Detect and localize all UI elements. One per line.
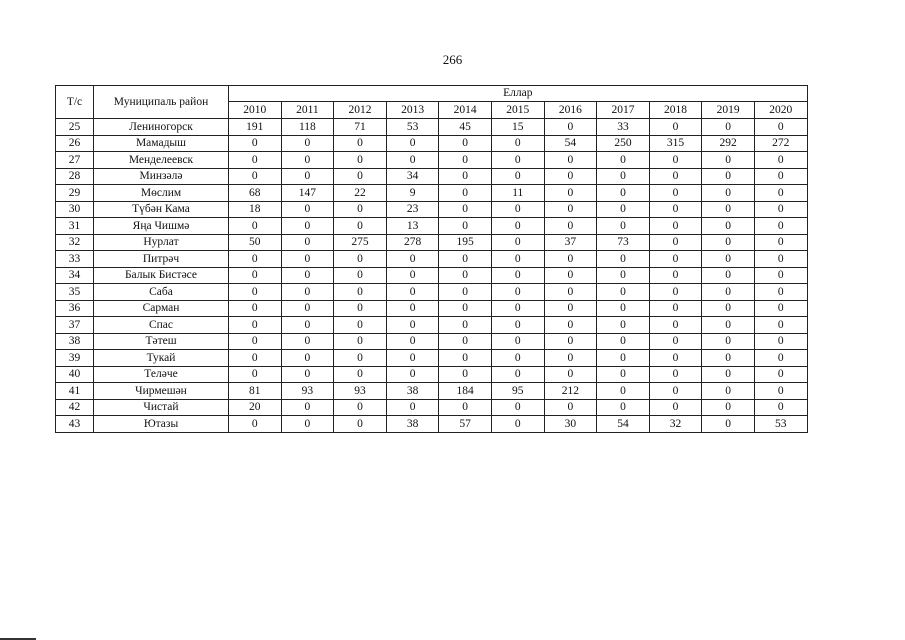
value-cell: 0 bbox=[491, 201, 544, 218]
district-name: Чирмешән bbox=[94, 383, 229, 400]
value-cell: 81 bbox=[229, 383, 282, 400]
table-row bbox=[56, 234, 808, 251]
value-cell: 0 bbox=[229, 168, 282, 185]
value-cell: 0 bbox=[439, 201, 492, 218]
value-cell: 0 bbox=[754, 251, 807, 268]
value-cell: 0 bbox=[491, 350, 544, 367]
district-name: Питрәч bbox=[94, 251, 229, 268]
value-cell: 0 bbox=[334, 366, 387, 383]
value-cell: 0 bbox=[597, 168, 650, 185]
table-row bbox=[56, 284, 808, 301]
value-cell: 275 bbox=[334, 234, 387, 251]
value-cell: 73 bbox=[597, 234, 650, 251]
value-cell: 0 bbox=[597, 366, 650, 383]
value-cell: 0 bbox=[439, 135, 492, 152]
value-cell: 0 bbox=[544, 284, 597, 301]
value-cell: 0 bbox=[281, 333, 334, 350]
value-cell: 0 bbox=[754, 267, 807, 284]
value-cell: 45 bbox=[439, 119, 492, 136]
value-cell: 0 bbox=[702, 350, 755, 367]
value-cell: 0 bbox=[334, 168, 387, 185]
value-cell: 0 bbox=[439, 333, 492, 350]
value-cell: 0 bbox=[491, 168, 544, 185]
value-cell: 0 bbox=[491, 333, 544, 350]
value-cell: 0 bbox=[649, 234, 702, 251]
value-cell: 68 bbox=[229, 185, 282, 202]
value-cell: 95 bbox=[491, 383, 544, 400]
value-cell: 0 bbox=[281, 317, 334, 334]
table-row bbox=[56, 317, 808, 334]
table-row bbox=[56, 383, 808, 400]
value-cell: 0 bbox=[544, 168, 597, 185]
row-number: 40 bbox=[56, 366, 94, 383]
district-name: Ютазы bbox=[94, 416, 229, 433]
value-cell: 0 bbox=[702, 416, 755, 433]
value-cell: 53 bbox=[754, 416, 807, 433]
value-cell: 0 bbox=[702, 152, 755, 169]
value-cell: 0 bbox=[544, 251, 597, 268]
year-header-2016: 2016 bbox=[544, 101, 597, 118]
value-cell: 0 bbox=[754, 399, 807, 416]
district-name: Тәтеш bbox=[94, 333, 229, 350]
value-cell: 0 bbox=[649, 218, 702, 235]
value-cell: 0 bbox=[702, 168, 755, 185]
value-cell: 0 bbox=[544, 152, 597, 169]
value-cell: 0 bbox=[491, 152, 544, 169]
value-cell: 0 bbox=[702, 333, 755, 350]
value-cell: 0 bbox=[597, 399, 650, 416]
district-name: Минзәлә bbox=[94, 168, 229, 185]
value-cell: 0 bbox=[649, 251, 702, 268]
value-cell: 0 bbox=[386, 317, 439, 334]
value-cell: 0 bbox=[649, 366, 702, 383]
value-cell: 0 bbox=[439, 218, 492, 235]
value-cell: 0 bbox=[649, 201, 702, 218]
value-cell: 0 bbox=[754, 317, 807, 334]
value-cell: 0 bbox=[334, 152, 387, 169]
row-number: 31 bbox=[56, 218, 94, 235]
value-cell: 0 bbox=[386, 267, 439, 284]
value-cell: 0 bbox=[229, 267, 282, 284]
value-cell: 0 bbox=[754, 218, 807, 235]
value-cell: 0 bbox=[754, 185, 807, 202]
value-cell: 0 bbox=[754, 284, 807, 301]
district-name: Менделеевск bbox=[94, 152, 229, 169]
row-number: 42 bbox=[56, 399, 94, 416]
value-cell: 23 bbox=[386, 201, 439, 218]
header-row-group bbox=[56, 86, 808, 102]
value-cell: 0 bbox=[386, 251, 439, 268]
value-cell: 0 bbox=[386, 366, 439, 383]
value-cell: 0 bbox=[281, 267, 334, 284]
value-cell: 0 bbox=[229, 366, 282, 383]
value-cell: 0 bbox=[649, 168, 702, 185]
value-cell: 0 bbox=[649, 267, 702, 284]
value-cell: 0 bbox=[702, 218, 755, 235]
value-cell: 0 bbox=[649, 383, 702, 400]
col-district-header: Муниципаль район bbox=[94, 86, 229, 119]
value-cell: 118 bbox=[281, 119, 334, 136]
table-row bbox=[56, 185, 808, 202]
value-cell: 0 bbox=[597, 350, 650, 367]
value-cell: 38 bbox=[386, 383, 439, 400]
value-cell: 0 bbox=[229, 218, 282, 235]
value-cell: 278 bbox=[386, 234, 439, 251]
table-row bbox=[56, 168, 808, 185]
value-cell: 0 bbox=[544, 399, 597, 416]
value-cell: 33 bbox=[597, 119, 650, 136]
value-cell: 0 bbox=[597, 383, 650, 400]
value-cell: 0 bbox=[702, 251, 755, 268]
value-cell: 0 bbox=[544, 267, 597, 284]
row-number: 28 bbox=[56, 168, 94, 185]
year-header-2019: 2019 bbox=[702, 101, 755, 118]
value-cell: 0 bbox=[439, 168, 492, 185]
district-name: Балык Бистәсе bbox=[94, 267, 229, 284]
district-name: Түбән Кама bbox=[94, 201, 229, 218]
row-number: 35 bbox=[56, 284, 94, 301]
value-cell: 0 bbox=[597, 333, 650, 350]
row-number: 43 bbox=[56, 416, 94, 433]
value-cell: 71 bbox=[334, 119, 387, 136]
value-cell: 0 bbox=[334, 300, 387, 317]
value-cell: 57 bbox=[439, 416, 492, 433]
value-cell: 0 bbox=[439, 300, 492, 317]
value-cell: 54 bbox=[544, 135, 597, 152]
value-cell: 191 bbox=[229, 119, 282, 136]
value-cell: 0 bbox=[281, 350, 334, 367]
value-cell: 0 bbox=[754, 201, 807, 218]
value-cell: 0 bbox=[334, 350, 387, 367]
value-cell: 0 bbox=[386, 300, 439, 317]
table-row bbox=[56, 350, 808, 367]
page-number: 266 bbox=[442, 52, 463, 67]
value-cell: 0 bbox=[491, 300, 544, 317]
value-cell: 0 bbox=[491, 366, 544, 383]
row-number: 25 bbox=[56, 119, 94, 136]
value-cell: 0 bbox=[334, 416, 387, 433]
value-cell: 20 bbox=[229, 399, 282, 416]
row-number: 32 bbox=[56, 234, 94, 251]
value-cell: 50 bbox=[229, 234, 282, 251]
year-header-2020: 2020 bbox=[754, 101, 807, 118]
value-cell: 0 bbox=[334, 251, 387, 268]
value-cell: 212 bbox=[544, 383, 597, 400]
value-cell: 0 bbox=[334, 218, 387, 235]
value-cell: 0 bbox=[281, 416, 334, 433]
value-cell: 0 bbox=[229, 333, 282, 350]
value-cell: 22 bbox=[334, 185, 387, 202]
value-cell: 0 bbox=[754, 383, 807, 400]
value-cell: 11 bbox=[491, 185, 544, 202]
value-cell: 0 bbox=[544, 333, 597, 350]
value-cell: 0 bbox=[229, 300, 282, 317]
value-cell: 0 bbox=[334, 135, 387, 152]
row-number: 33 bbox=[56, 251, 94, 268]
value-cell: 0 bbox=[439, 399, 492, 416]
value-cell: 0 bbox=[544, 185, 597, 202]
value-cell: 0 bbox=[229, 284, 282, 301]
value-cell: 0 bbox=[597, 300, 650, 317]
value-cell: 0 bbox=[386, 135, 439, 152]
value-cell: 0 bbox=[386, 333, 439, 350]
value-cell: 0 bbox=[491, 284, 544, 301]
value-cell: 0 bbox=[334, 267, 387, 284]
value-cell: 0 bbox=[597, 201, 650, 218]
district-name: Тукай bbox=[94, 350, 229, 367]
value-cell: 0 bbox=[439, 185, 492, 202]
value-cell: 0 bbox=[491, 234, 544, 251]
value-cell: 0 bbox=[702, 119, 755, 136]
value-cell: 0 bbox=[439, 284, 492, 301]
value-cell: 250 bbox=[597, 135, 650, 152]
value-cell: 13 bbox=[386, 218, 439, 235]
value-cell: 30 bbox=[544, 416, 597, 433]
district-name: Чистай bbox=[94, 399, 229, 416]
value-cell: 0 bbox=[491, 135, 544, 152]
row-number: 34 bbox=[56, 267, 94, 284]
value-cell: 93 bbox=[281, 383, 334, 400]
value-cell: 0 bbox=[229, 135, 282, 152]
value-cell: 0 bbox=[281, 251, 334, 268]
value-cell: 0 bbox=[334, 399, 387, 416]
row-number: 37 bbox=[56, 317, 94, 334]
district-name: Нурлат bbox=[94, 234, 229, 251]
district-name: Мөслим bbox=[94, 185, 229, 202]
year-header-2018: 2018 bbox=[649, 101, 702, 118]
value-cell: 0 bbox=[649, 333, 702, 350]
value-cell: 0 bbox=[597, 251, 650, 268]
value-cell: 0 bbox=[597, 185, 650, 202]
value-cell: 0 bbox=[544, 350, 597, 367]
value-cell: 0 bbox=[491, 399, 544, 416]
table-row bbox=[56, 366, 808, 383]
value-cell: 38 bbox=[386, 416, 439, 433]
value-cell: 0 bbox=[754, 300, 807, 317]
value-cell: 0 bbox=[649, 317, 702, 334]
value-cell: 0 bbox=[386, 350, 439, 367]
value-cell: 0 bbox=[386, 152, 439, 169]
value-cell: 0 bbox=[649, 119, 702, 136]
value-cell: 0 bbox=[754, 152, 807, 169]
value-cell: 0 bbox=[491, 251, 544, 268]
value-cell: 0 bbox=[702, 300, 755, 317]
district-name: Сарман bbox=[94, 300, 229, 317]
value-cell: 147 bbox=[281, 185, 334, 202]
value-cell: 0 bbox=[281, 218, 334, 235]
value-cell: 34 bbox=[386, 168, 439, 185]
value-cell: 32 bbox=[649, 416, 702, 433]
value-cell: 0 bbox=[649, 185, 702, 202]
district-name: Теләче bbox=[94, 366, 229, 383]
value-cell: 0 bbox=[702, 234, 755, 251]
table-row bbox=[56, 119, 808, 136]
value-cell: 0 bbox=[491, 416, 544, 433]
table-row bbox=[56, 300, 808, 317]
table-row bbox=[56, 416, 808, 433]
value-cell: 0 bbox=[491, 317, 544, 334]
value-cell: 0 bbox=[281, 366, 334, 383]
value-cell: 0 bbox=[334, 317, 387, 334]
year-header-2015: 2015 bbox=[491, 101, 544, 118]
value-cell: 0 bbox=[597, 218, 650, 235]
value-cell: 0 bbox=[649, 152, 702, 169]
row-number: 27 bbox=[56, 152, 94, 169]
district-name: Саба bbox=[94, 284, 229, 301]
value-cell: 0 bbox=[754, 168, 807, 185]
value-cell: 0 bbox=[702, 399, 755, 416]
value-cell: 0 bbox=[754, 350, 807, 367]
value-cell: 15 bbox=[491, 119, 544, 136]
value-cell: 0 bbox=[281, 152, 334, 169]
value-cell: 0 bbox=[597, 284, 650, 301]
value-cell: 0 bbox=[754, 119, 807, 136]
value-cell: 292 bbox=[702, 135, 755, 152]
table-row bbox=[56, 135, 808, 152]
district-name: Мамадыш bbox=[94, 135, 229, 152]
table-row bbox=[56, 399, 808, 416]
data-table bbox=[55, 85, 808, 433]
value-cell: 272 bbox=[754, 135, 807, 152]
year-header-2017: 2017 bbox=[597, 101, 650, 118]
table-row bbox=[56, 201, 808, 218]
value-cell: 0 bbox=[334, 333, 387, 350]
value-cell: 0 bbox=[544, 317, 597, 334]
row-number: 36 bbox=[56, 300, 94, 317]
value-cell: 0 bbox=[439, 267, 492, 284]
year-header-2011: 2011 bbox=[281, 101, 334, 118]
value-cell: 0 bbox=[386, 284, 439, 301]
value-cell: 0 bbox=[702, 284, 755, 301]
value-cell: 0 bbox=[597, 317, 650, 334]
value-cell: 0 bbox=[281, 135, 334, 152]
value-cell: 0 bbox=[544, 119, 597, 136]
value-cell: 0 bbox=[334, 284, 387, 301]
value-cell: 0 bbox=[597, 152, 650, 169]
row-number: 41 bbox=[56, 383, 94, 400]
value-cell: 0 bbox=[702, 383, 755, 400]
value-cell: 0 bbox=[439, 350, 492, 367]
value-cell: 0 bbox=[702, 185, 755, 202]
value-cell: 53 bbox=[386, 119, 439, 136]
value-cell: 315 bbox=[649, 135, 702, 152]
value-cell: 18 bbox=[229, 201, 282, 218]
district-name: Лениногорск bbox=[94, 119, 229, 136]
district-name: Спас bbox=[94, 317, 229, 334]
value-cell: 0 bbox=[229, 350, 282, 367]
value-cell: 0 bbox=[281, 399, 334, 416]
year-header-2012: 2012 bbox=[334, 101, 387, 118]
value-cell: 93 bbox=[334, 383, 387, 400]
value-cell: 0 bbox=[754, 234, 807, 251]
table-body bbox=[56, 119, 808, 433]
years-group-header: Еллар bbox=[229, 86, 808, 102]
table-row bbox=[56, 152, 808, 169]
value-cell: 0 bbox=[281, 234, 334, 251]
table-row bbox=[56, 333, 808, 350]
value-cell: 0 bbox=[702, 366, 755, 383]
value-cell: 0 bbox=[386, 399, 439, 416]
value-cell: 0 bbox=[597, 267, 650, 284]
row-number: 29 bbox=[56, 185, 94, 202]
value-cell: 195 bbox=[439, 234, 492, 251]
year-header-2013: 2013 bbox=[386, 101, 439, 118]
value-cell: 0 bbox=[702, 201, 755, 218]
value-cell: 0 bbox=[544, 201, 597, 218]
value-cell: 0 bbox=[649, 284, 702, 301]
year-header-2010: 2010 bbox=[229, 101, 282, 118]
value-cell: 0 bbox=[544, 300, 597, 317]
value-cell: 184 bbox=[439, 383, 492, 400]
table-row bbox=[56, 218, 808, 235]
value-cell: 0 bbox=[439, 152, 492, 169]
row-number: 26 bbox=[56, 135, 94, 152]
value-cell: 0 bbox=[702, 317, 755, 334]
row-number: 30 bbox=[56, 201, 94, 218]
value-cell: 0 bbox=[281, 168, 334, 185]
value-cell: 0 bbox=[544, 218, 597, 235]
value-cell: 0 bbox=[334, 201, 387, 218]
district-name: Яңа Чишмә bbox=[94, 218, 229, 235]
row-number: 39 bbox=[56, 350, 94, 367]
table-row bbox=[56, 251, 808, 268]
value-cell: 0 bbox=[229, 152, 282, 169]
value-cell: 0 bbox=[281, 284, 334, 301]
table-row bbox=[56, 267, 808, 284]
value-cell: 0 bbox=[649, 350, 702, 367]
value-cell: 0 bbox=[229, 251, 282, 268]
value-cell: 0 bbox=[544, 366, 597, 383]
value-cell: 0 bbox=[281, 300, 334, 317]
value-cell: 0 bbox=[702, 267, 755, 284]
value-cell: 9 bbox=[386, 185, 439, 202]
col-number-header: Т/с bbox=[56, 86, 94, 119]
value-cell: 0 bbox=[491, 218, 544, 235]
value-cell: 0 bbox=[439, 251, 492, 268]
value-cell: 0 bbox=[649, 399, 702, 416]
value-cell: 0 bbox=[229, 416, 282, 433]
value-cell: 0 bbox=[439, 317, 492, 334]
year-header-2014: 2014 bbox=[439, 101, 492, 118]
value-cell: 0 bbox=[229, 317, 282, 334]
value-cell: 0 bbox=[491, 267, 544, 284]
value-cell: 0 bbox=[754, 366, 807, 383]
value-cell: 0 bbox=[439, 366, 492, 383]
row-number: 38 bbox=[56, 333, 94, 350]
value-cell: 54 bbox=[597, 416, 650, 433]
value-cell: 37 bbox=[544, 234, 597, 251]
value-cell: 0 bbox=[754, 333, 807, 350]
value-cell: 0 bbox=[281, 201, 334, 218]
value-cell: 0 bbox=[649, 300, 702, 317]
